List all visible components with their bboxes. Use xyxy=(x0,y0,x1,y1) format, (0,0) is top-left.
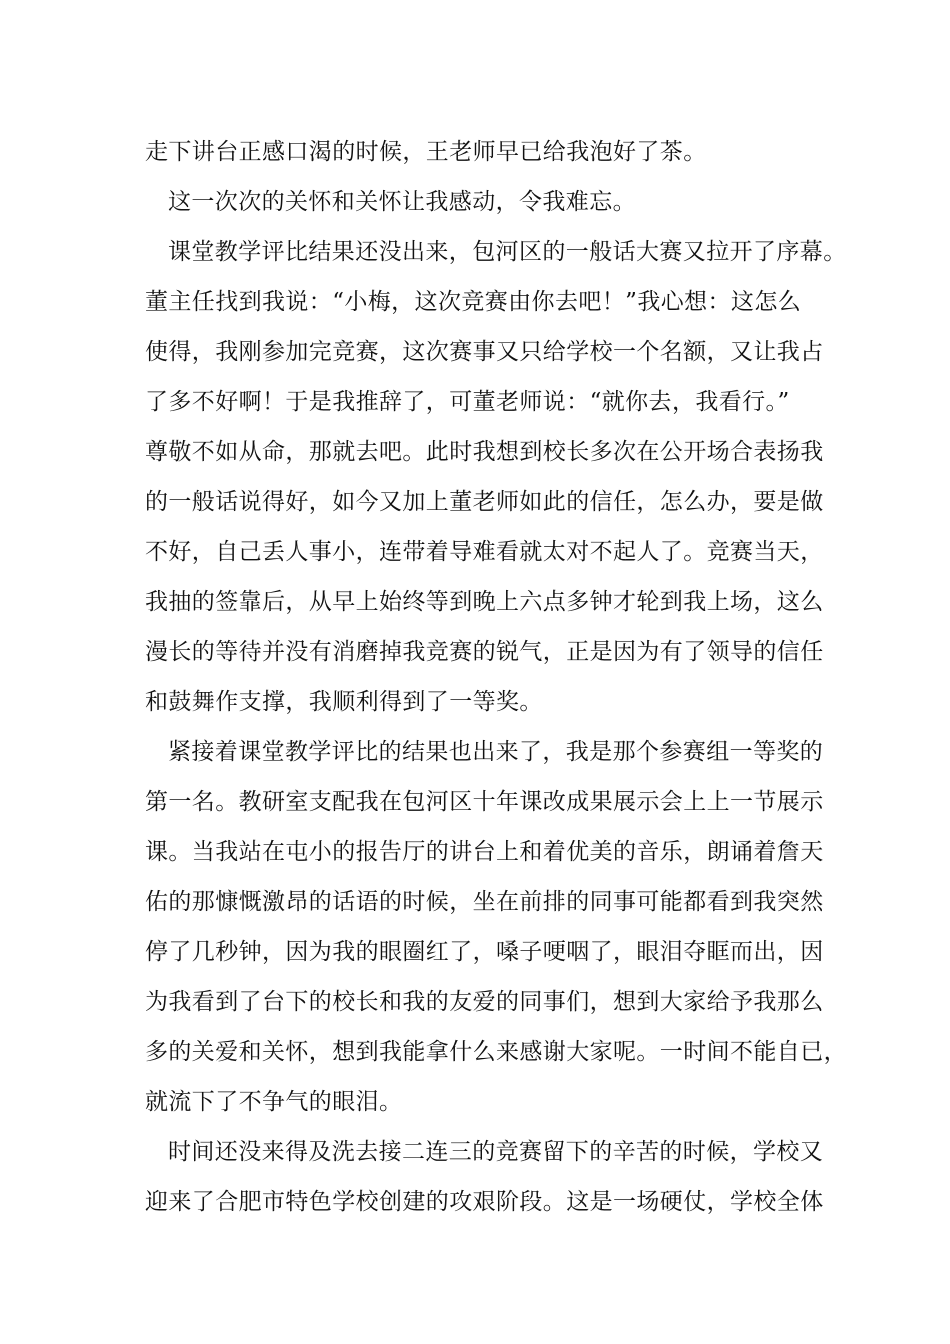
paragraph-start-line: 时间还没来得及洗去接二连三的竞赛留下的辛苦的时候，学校又 xyxy=(168,1139,824,1165)
text-line: 为我看到了台下的校长和我的友爱的同事们，想到大家给予我那么 xyxy=(145,989,824,1015)
text-line: 佑的那慷慨激昂的话语的时候，坐在前排的同事可能都看到我突然 xyxy=(145,889,824,915)
text-line: 了多不好啊！于是我推辞了，可董老师说：“就你去，我看行。” xyxy=(145,389,790,415)
text-line: 多的关爱和关怀，想到我能拿什么来感谢大家呢。一时间不能自已， xyxy=(145,1039,847,1065)
paragraph-start-line: 课堂教学评比结果还没出来，包河区的一般话大赛又拉开了序幕。 xyxy=(168,239,847,265)
paragraph-start-line: 这一次次的关怀和关怀让我感动，令我难忘。 xyxy=(168,189,636,215)
text-line: 董主任找到我说：“小梅，这次竞赛由你去吧！”我心想：这怎么 xyxy=(145,289,802,315)
text-line: 不好，自己丢人事小，连带着导难看就太对不起人了。竞赛当天， xyxy=(145,539,824,565)
text-line: 停了几秒钟，因为我的眼圈红了，嗓子哽咽了，眼泪夺眶而出，因 xyxy=(145,939,824,965)
text-line: 使得，我刚参加完竞赛，这次赛事又只给学校一个名额，又让我占 xyxy=(145,339,824,365)
text-line: 我抽的签靠后，从早上始终等到晚上六点多钟才轮到我上场，这么 xyxy=(145,589,824,615)
paragraph-start-line: 紧接着课堂教学评比的结果也出来了，我是那个参赛组一等奖的 xyxy=(168,739,824,765)
text-line: 就流下了不争气的眼泪。 xyxy=(145,1089,403,1115)
text-line: 和鼓舞作支撑，我顺利得到了一等奖。 xyxy=(145,689,543,715)
text-line: 迎来了合肥市特色学校创建的攻艰阶段。这是一场硬仗，学校全体 xyxy=(145,1189,824,1215)
text-line: 走下讲台正感口渴的时候，王老师早已给我泡好了茶。 xyxy=(145,139,707,165)
text-line: 漫长的等待并没有消磨掉我竞赛的锐气，正是因为有了领导的信任 xyxy=(145,639,824,665)
text-line: 的一般话说得好，如今又加上董老师如此的信任，怎么办，要是做 xyxy=(145,489,824,515)
text-line: 课。当我站在屯小的报告厅的讲台上和着优美的音乐，朗诵着詹天 xyxy=(145,839,824,865)
text-line: 第一名。教研室支配我在包河区十年课改成果展示会上上一节展示 xyxy=(145,789,824,815)
text-line: 尊敬不如从命，那就去吧。此时我想到校长多次在公开场合表扬我 xyxy=(145,439,824,465)
